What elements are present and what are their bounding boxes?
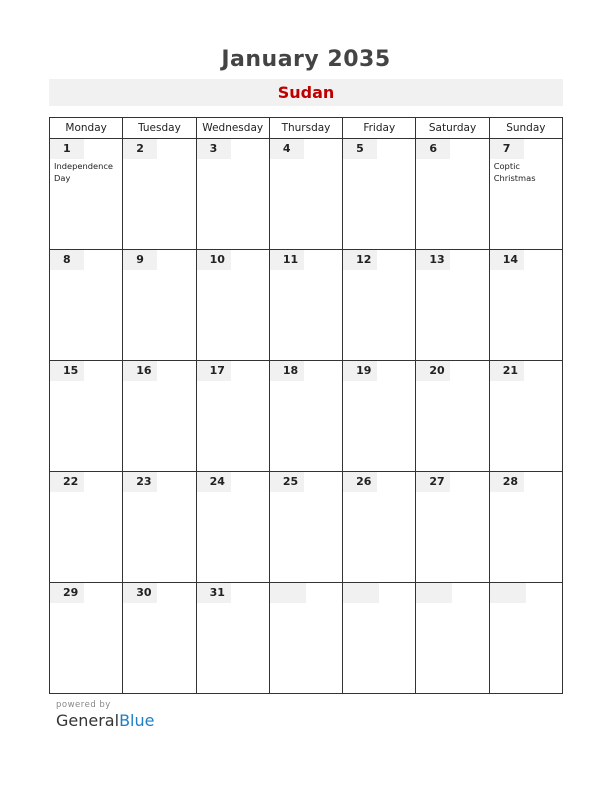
day-cell[interactable] <box>343 139 416 250</box>
day-cell[interactable] <box>50 361 123 472</box>
day-number: 13 <box>416 250 450 270</box>
day-number: 28 <box>490 472 524 492</box>
day-cell[interactable] <box>416 139 489 250</box>
week-row <box>50 361 563 472</box>
day-number: 18 <box>270 361 304 381</box>
weekday-header: Saturday <box>416 118 489 139</box>
weekday-header: Tuesday <box>123 118 196 139</box>
day-cell[interactable] <box>123 472 196 583</box>
footer <box>56 700 154 730</box>
country-name: Sudan <box>277 83 335 102</box>
day-number: 8 <box>50 250 84 270</box>
week-row <box>50 250 563 361</box>
brand-blue: Blue <box>119 711 155 730</box>
day-number: 4 <box>270 139 304 159</box>
empty-day-shade <box>270 583 306 603</box>
day-cell[interactable] <box>269 250 342 361</box>
week-row <box>50 139 563 250</box>
brand-general: General <box>56 711 120 730</box>
day-number: 21 <box>490 361 524 381</box>
day-cell[interactable] <box>269 472 342 583</box>
day-cell[interactable] <box>416 472 489 583</box>
day-cell[interactable] <box>343 361 416 472</box>
day-cell[interactable] <box>123 583 196 694</box>
weekday-header: Wednesday <box>196 118 269 139</box>
day-cell[interactable] <box>50 583 123 694</box>
day-cell[interactable] <box>489 361 562 472</box>
day-number: 3 <box>197 139 231 159</box>
day-number: 14 <box>490 250 524 270</box>
day-number: 25 <box>270 472 304 492</box>
day-cell[interactable] <box>343 250 416 361</box>
day-number: 27 <box>416 472 450 492</box>
day-cell[interactable] <box>50 472 123 583</box>
day-number: 6 <box>416 139 450 159</box>
day-number: 10 <box>197 250 231 270</box>
day-cell[interactable] <box>196 361 269 472</box>
day-number: 22 <box>50 472 84 492</box>
day-cell[interactable] <box>50 139 123 250</box>
brand-logo[interactable] <box>56 711 154 730</box>
weekday-header-row <box>50 118 563 139</box>
day-cell[interactable] <box>416 250 489 361</box>
day-number: 19 <box>343 361 377 381</box>
day-number: 26 <box>343 472 377 492</box>
day-cell[interactable] <box>196 250 269 361</box>
day-cell[interactable] <box>123 361 196 472</box>
day-cell[interactable] <box>489 250 562 361</box>
day-cell[interactable] <box>196 583 269 694</box>
day-cell[interactable] <box>123 250 196 361</box>
day-cell[interactable] <box>269 139 342 250</box>
day-cell[interactable] <box>196 472 269 583</box>
day-cell[interactable] <box>489 472 562 583</box>
calendar-grid <box>49 117 563 694</box>
weekday-header: Sunday <box>489 118 562 139</box>
powered-by-text: powered by <box>56 700 111 710</box>
day-cell[interactable] <box>269 361 342 472</box>
day-number: 15 <box>50 361 84 381</box>
day-number: 24 <box>197 472 231 492</box>
country-banner <box>49 79 563 106</box>
day-cell[interactable] <box>123 139 196 250</box>
day-number: 5 <box>343 139 377 159</box>
day-cell[interactable] <box>50 250 123 361</box>
day-number: 2 <box>123 139 157 159</box>
day-number: 17 <box>197 361 231 381</box>
day-number: 11 <box>270 250 304 270</box>
day-cell[interactable] <box>489 139 562 250</box>
empty-day-shade <box>343 583 379 603</box>
day-number: 30 <box>123 583 157 603</box>
week-row <box>50 583 563 694</box>
weekday-header: Monday <box>50 118 123 139</box>
week-row <box>50 472 563 583</box>
weekday-header: Friday <box>343 118 416 139</box>
day-cell[interactable] <box>269 583 342 694</box>
day-cell[interactable] <box>416 361 489 472</box>
day-number: 31 <box>197 583 231 603</box>
day-number: 23 <box>123 472 157 492</box>
day-number: 9 <box>123 250 157 270</box>
day-number: 20 <box>416 361 450 381</box>
calendar-title: January 2035 <box>221 47 391 72</box>
holiday-label: Independence Day <box>54 161 114 183</box>
day-number: 7 <box>490 139 524 159</box>
day-cell[interactable] <box>343 583 416 694</box>
day-cell[interactable] <box>416 583 489 694</box>
empty-day-shade <box>416 583 452 603</box>
day-cell[interactable] <box>489 583 562 694</box>
day-cell[interactable] <box>343 472 416 583</box>
day-cell[interactable] <box>196 139 269 250</box>
day-number: 16 <box>123 361 157 381</box>
day-number: 1 <box>50 139 84 159</box>
day-number: 29 <box>50 583 84 603</box>
empty-day-shade <box>490 583 526 603</box>
day-number: 12 <box>343 250 377 270</box>
weekday-header: Thursday <box>269 118 342 139</box>
holiday-label: Coptic Christmas <box>493 161 536 183</box>
